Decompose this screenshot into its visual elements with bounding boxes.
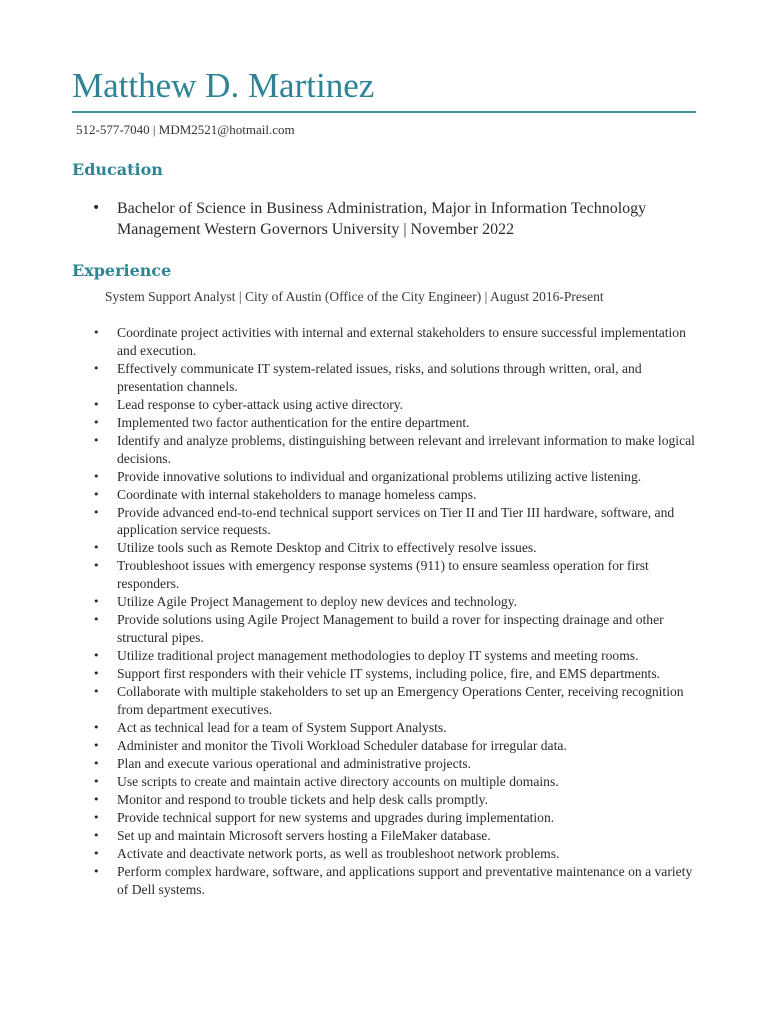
experience-item [72,468,697,486]
bullet-icon: • [93,415,100,429]
bullet-icon: • [92,200,101,216]
experience-item [72,683,697,719]
experience-item-text: Identify and analyze problems, distinguishing between relevant and irrelevant information to make logical decisions. [117,432,695,466]
contact-info: 512-577-7040 | MDM2521@hotmail.com [76,122,295,137]
experience-item-text: Support first responders with their vehicle IT systems, including police, fire, and EMS departments. [117,666,661,682]
experience-item-text: Provide innovative solutions to individual and organizational problems utilizing active listening. [117,468,642,484]
bullet-icon: • [93,738,100,752]
bullet-icon: • [93,326,100,339]
resume-name: Matthew D. Martinez [72,66,375,105]
bullet-icon: • [93,433,100,447]
experience-item [72,863,697,899]
bullet-icon: • [93,792,100,806]
bullet-icon: • [93,810,100,824]
bullet-icon: • [93,685,100,699]
bullet-icon: • [93,595,100,609]
experience-item [72,737,697,755]
bullet-icon: • [93,649,100,663]
experience-item-text: Plan and execute various operational and administrative projects. [117,755,472,771]
experience-item [72,593,697,611]
education-list [72,198,692,240]
experience-item-text: Coordinate project activities with internal and external stakeholders to ensure successful implementation and execution. [117,325,686,358]
experience-item-text: Activate and deactivate network ports, as well as troubleshoot network problems. [117,845,560,861]
header-divider [72,111,696,113]
bullet-icon: • [93,469,100,483]
experience-item [72,504,697,540]
experience-item [72,324,697,360]
experience-item-text: Use scripts to create and maintain active directory accounts on multiple domains. [117,773,559,789]
experience-item-text: Collaborate with multiple stakeholders to set up an Emergency Operations Center, receiving recognition from department executives. [117,684,684,718]
experience-item-text: Effectively communicate IT system-related issues, risks, and solutions through written, oral, and presentation channels. [117,360,642,394]
experience-item [72,719,697,737]
bullet-icon: • [93,864,100,878]
experience-heading: Experience [72,261,172,280]
experience-item-text: Monitor and respond to trouble tickets and help desk calls promptly. [117,791,488,807]
bullet-icon: • [93,505,100,519]
bullet-icon: • [93,774,100,788]
experience-item [72,665,697,683]
experience-item-text: Provide advanced end-to-end technical support services on Tier II and Tier III hardware, software, and application service requests. [117,504,675,538]
bullet-icon: • [93,720,100,734]
experience-item-text: Administer and monitor the Tivoli Workload Scheduler database for irregular data. [117,737,567,753]
bullet-icon: • [93,487,100,501]
experience-item-text: Troubleshoot issues with emergency response systems (911) to ensure seamless operation for first responders. [117,558,649,592]
experience-item [72,791,697,809]
bullet-icon: • [93,667,100,681]
experience-item [72,809,697,827]
experience-item [72,611,697,647]
bullet-icon: • [93,846,100,860]
experience-item [72,432,697,468]
education-item-text: Bachelor of Science in Business Administration, Major in Information Technology Management Western Governors University | November 2022 [117,200,647,238]
bullet-icon: • [93,541,100,555]
bullet-icon: • [93,559,100,573]
experience-item [72,773,697,791]
experience-item [72,647,697,665]
bullet-icon: • [93,828,100,842]
experience-item-text: Provide technical support for new systems and upgrades during implementation. [117,809,555,825]
experience-item-text: Lead response to cyber-attack using active directory. [117,396,404,412]
experience-item [72,827,697,845]
education-heading: Education [72,160,163,179]
experience-item [72,755,697,773]
bullet-icon: • [93,361,100,375]
experience-item [72,539,697,557]
experience-item [72,486,697,504]
experience-item-text: Set up and maintain Microsoft servers hosting a FileMaker database. [117,827,491,843]
bullet-icon: • [93,613,100,627]
experience-item-text: Implemented two factor authentication for the entire department. [117,414,470,430]
experience-item [72,414,697,432]
experience-item-text: Provide solutions using Agile Project Management to build a rover for inspecting drainage and other structural pipes. [117,612,664,646]
bullet-icon: • [93,397,100,411]
experience-item-text: Coordinate with internal stakeholders to manage homeless camps. [117,486,477,502]
experience-item [72,396,697,414]
experience-item-text: Utilize Agile Project Management to deploy new devices and technology. [117,594,518,610]
experience-item-text: Utilize tools such as Remote Desktop and Citrix to effectively resolve issues. [117,540,537,556]
experience-item [72,360,697,396]
education-item [72,198,692,240]
experience-item-text: Utilize traditional project management methodologies to deploy IT systems and meeting rooms. [117,648,639,664]
job-title-line: System Support Analyst | City of Austin (Office of the City Engineer) | August 2016-Present [105,289,604,304]
experience-item [72,557,697,593]
experience-item-text: Perform complex hardware, software, and applications support and preventative maintenance on a variety of Dell systems. [117,863,693,897]
experience-item [72,845,697,863]
experience-list [72,324,697,899]
bullet-icon: • [93,756,100,770]
experience-item-text: Act as technical lead for a team of System Support Analysts. [117,719,447,735]
